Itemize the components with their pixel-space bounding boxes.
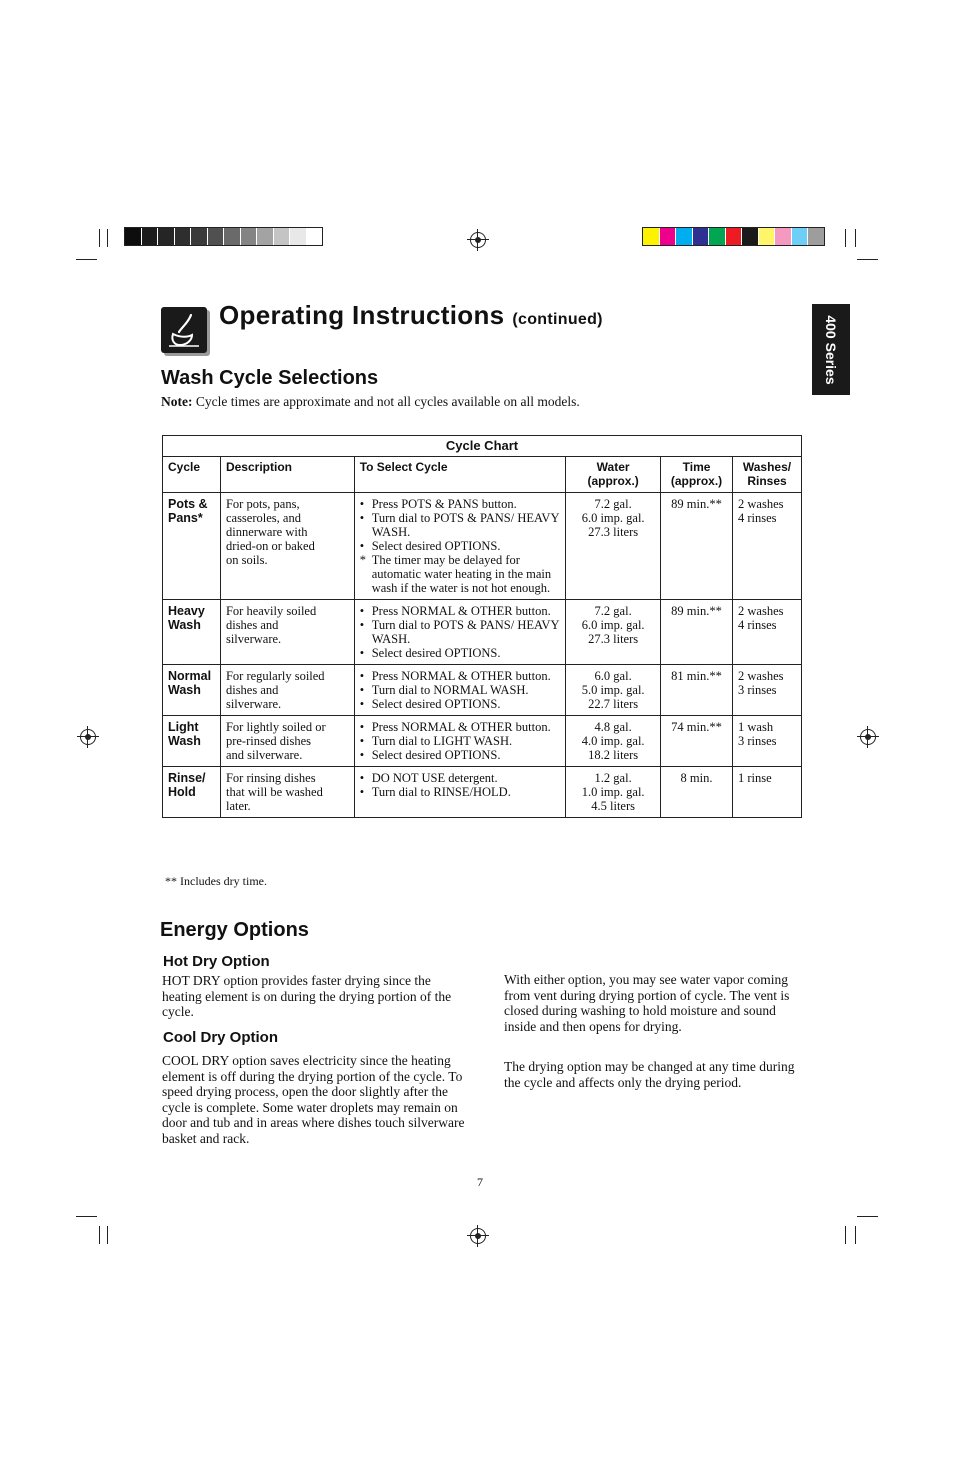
col-header-description: Description xyxy=(220,457,354,493)
table-row xyxy=(163,716,802,767)
washes-rinses-cell-line: 3 rinses xyxy=(738,734,777,748)
crop-mark xyxy=(845,1226,846,1244)
cycle-name-cell-line: Wash xyxy=(168,683,201,697)
cycle-name-cell-line: Normal xyxy=(168,669,212,683)
description-cell-line: dishes and xyxy=(225,683,279,697)
washes-rinses-cell xyxy=(733,665,802,716)
description-cell-line: that will be washed xyxy=(225,785,323,799)
description-cell-line: on soils. xyxy=(225,553,268,567)
table-row xyxy=(163,600,802,665)
description-cell-line: pre-rinsed dishes xyxy=(225,734,312,748)
cycle-note: Note: Cycle times are approximate and not all cycles available on all models. xyxy=(161,394,580,409)
calibration-swatch xyxy=(125,228,142,245)
table-row xyxy=(163,767,802,818)
water-cell-line: 1.0 imp. gal. xyxy=(581,785,645,799)
select-step: • Select desired OPTIONS. xyxy=(360,539,561,553)
calibration-swatch xyxy=(290,228,307,245)
select-step: • Select desired OPTIONS. xyxy=(360,646,561,660)
water-cell-line: 6.0 imp. gal. xyxy=(581,618,645,632)
cycle-chart-title: Cycle Chart xyxy=(163,436,802,457)
crop-mark xyxy=(99,1226,100,1244)
washes-rinses-cell-line: 4 rinses xyxy=(738,618,777,632)
calibration-swatch xyxy=(208,228,225,245)
description-cell-line: For rinsing dishes xyxy=(225,771,316,785)
cycle-name-cell-line: Light xyxy=(168,720,199,734)
select-steps-cell xyxy=(354,600,566,665)
time-cell: 8 min. xyxy=(661,767,733,818)
water-cell xyxy=(566,716,661,767)
washes-rinses-cell-line: 2 washes xyxy=(738,669,784,683)
select-step: • Turn dial to POTS & PANS/ HEAVY WASH. xyxy=(360,618,561,646)
table-row xyxy=(163,665,802,716)
crop-mark xyxy=(99,229,100,247)
cycle-name-cell-line: Wash xyxy=(168,618,201,632)
calibration-swatch xyxy=(257,228,274,245)
crop-mark xyxy=(845,229,846,247)
calibration-swatch xyxy=(792,228,809,245)
calibration-swatch xyxy=(693,228,710,245)
washes-rinses-cell-line: 3 rinses xyxy=(738,683,777,697)
cool-dry-heading: Cool Dry Option xyxy=(163,1029,278,1046)
cycle-name-cell-line: Rinse/ xyxy=(168,771,206,785)
description-cell-line: For regularly soiled xyxy=(225,669,325,683)
registration-mark-icon xyxy=(860,729,876,745)
description-cell-line: and silverware. xyxy=(225,748,303,762)
cycle-name-cell-line: Pans* xyxy=(168,511,203,525)
washes-rinses-cell-line: 4 rinses xyxy=(738,511,777,525)
cycle-name-cell-line: Hold xyxy=(168,785,196,799)
calibration-swatch xyxy=(676,228,693,245)
description-cell-line: For heavily soiled xyxy=(225,604,317,618)
select-step: • Press NORMAL & OTHER button. xyxy=(360,604,561,618)
water-cell xyxy=(566,600,661,665)
page-title: Operating Instructions (continued) xyxy=(219,300,603,330)
vapor-text: With either option, you may see water vapor coming from vent during drying portion of cycle. The vent is closed during washing to hold moisture and sound inside and then opens for drying. xyxy=(504,972,790,1034)
energy-options-heading: Energy Options xyxy=(160,919,309,941)
cycle-name-cell-line: Pots & xyxy=(168,497,208,511)
description-cell-line: dishes and xyxy=(225,618,279,632)
cleaning-brush-icon xyxy=(161,307,207,353)
washes-rinses-cell-line: 1 rinse xyxy=(738,771,772,785)
description-cell-line: For lightly soiled or xyxy=(225,720,326,734)
registration-mark-icon xyxy=(80,729,96,745)
water-cell-line: 27.3 liters xyxy=(588,632,639,646)
water-cell-line: 5.0 imp. gal. xyxy=(581,683,645,697)
select-steps-cell xyxy=(354,665,566,716)
calibration-swatch xyxy=(808,228,824,245)
water-cell xyxy=(566,493,661,600)
water-cell xyxy=(566,767,661,818)
cycle-name-cell xyxy=(163,767,221,818)
select-steps-cell xyxy=(354,716,566,767)
calibration-swatch xyxy=(224,228,241,245)
water-cell-line: 27.3 liters xyxy=(588,525,639,539)
description-cell-line: dinnerware with xyxy=(225,525,308,539)
crop-mark xyxy=(857,259,878,260)
select-step: • Turn dial to RINSE/HOLD. xyxy=(360,785,561,799)
calibration-swatch xyxy=(241,228,258,245)
description-cell-line: silverware. xyxy=(225,632,282,646)
calibration-swatch xyxy=(307,228,323,245)
hot-dry-heading: Hot Dry Option xyxy=(163,953,270,970)
crop-mark xyxy=(107,229,108,247)
calibration-swatch xyxy=(191,228,208,245)
crop-mark xyxy=(107,1226,108,1244)
select-step: * The timer may be delayed for automatic water heating in the main wash if the water is not hot enough. xyxy=(360,553,561,595)
registration-mark-icon xyxy=(470,232,486,248)
select-steps-cell xyxy=(354,493,566,600)
description-cell-line: later. xyxy=(225,799,251,813)
crop-mark xyxy=(76,1216,97,1217)
water-cell-line: 1.2 gal. xyxy=(594,771,632,785)
calibration-swatch xyxy=(726,228,743,245)
col-header-to-select: To Select Cycle xyxy=(354,457,566,493)
calibration-swatch xyxy=(759,228,776,245)
water-cell-line: 22.7 liters xyxy=(588,697,639,711)
calibration-swatch xyxy=(742,228,759,245)
calibration-swatch xyxy=(660,228,677,245)
time-cell: 81 min.** xyxy=(661,665,733,716)
crop-mark xyxy=(857,1216,878,1217)
crop-mark xyxy=(855,229,856,247)
select-step: • Turn dial to NORMAL WASH. xyxy=(360,683,561,697)
cycle-name-cell xyxy=(163,716,221,767)
calibration-swatch xyxy=(158,228,175,245)
water-cell-line: 4.0 imp. gal. xyxy=(581,734,645,748)
crop-mark xyxy=(76,259,97,260)
washes-rinses-cell-line: 2 washes xyxy=(738,497,784,511)
table-header-row xyxy=(163,457,802,493)
cycle-chart-table xyxy=(162,435,802,818)
calibration-swatch xyxy=(775,228,792,245)
select-steps-cell xyxy=(354,767,566,818)
water-cell-line: 6.0 gal. xyxy=(594,669,632,683)
calibration-swatch xyxy=(643,228,660,245)
select-step: • Select desired OPTIONS. xyxy=(360,748,561,762)
calibration-swatch xyxy=(142,228,159,245)
calibration-swatch xyxy=(175,228,192,245)
washes-rinses-cell xyxy=(733,493,802,600)
select-step: • Turn dial to POTS & PANS/ HEAVY WASH. xyxy=(360,511,561,539)
cycle-name-cell-line: Wash xyxy=(168,734,201,748)
select-step: • Turn dial to LIGHT WASH. xyxy=(360,734,561,748)
description-cell-line: casseroles, and xyxy=(225,511,301,525)
calibration-swatch xyxy=(709,228,726,245)
description-cell-line: silverware. xyxy=(225,697,282,711)
description-cell xyxy=(220,716,354,767)
col-header-washes: Washes/ Rinses xyxy=(733,457,802,493)
col-header-cycle: Cycle xyxy=(163,457,221,493)
color-calibration-bar xyxy=(642,227,825,246)
table-row xyxy=(163,493,802,600)
crop-mark xyxy=(855,1226,856,1244)
washes-rinses-cell xyxy=(733,767,802,818)
table-footnote: ** Includes dry time. xyxy=(165,874,267,888)
hot-dry-text: HOT DRY option provides faster drying since the heating element is on during the drying portion of the cycle. xyxy=(162,973,452,1019)
water-cell-line: 18.2 liters xyxy=(588,748,639,762)
water-cell-line: 6.0 imp. gal. xyxy=(581,511,645,525)
water-cell-line: 4.8 gal. xyxy=(594,720,632,734)
description-cell-line: For pots, pans, xyxy=(225,497,300,511)
select-step: • DO NOT USE detergent. xyxy=(360,771,561,785)
page-number: 7 xyxy=(477,1175,483,1189)
wash-cycle-heading: Wash Cycle Selections xyxy=(161,367,379,389)
col-header-time: Time (approx.) xyxy=(661,457,733,493)
description-cell xyxy=(220,665,354,716)
cool-dry-text: COOL DRY option saves electricity since the heating element is off during the drying portion of the cycle. To speed drying process, open the door slightly after the cycle is complete. Some water droplets may remain on door and tub and in areas where dishes touch silverware basket and rack. xyxy=(162,1053,465,1146)
description-cell-line: dried-on or baked xyxy=(225,539,315,553)
title-suffix: (continued) xyxy=(512,311,603,328)
water-cell-line: 7.2 gal. xyxy=(594,497,632,511)
washes-rinses-cell xyxy=(733,716,802,767)
series-tab: 400 Series xyxy=(812,304,850,395)
water-cell-line: 7.2 gal. xyxy=(594,604,632,618)
cycle-name-cell-line: Heavy xyxy=(168,604,205,618)
cycle-name-cell xyxy=(163,665,221,716)
registration-mark-icon xyxy=(470,1228,486,1244)
water-cell xyxy=(566,665,661,716)
calibration-swatch xyxy=(274,228,291,245)
description-cell xyxy=(220,493,354,600)
washes-rinses-cell xyxy=(733,600,802,665)
washes-rinses-cell-line: 1 wash xyxy=(738,720,774,734)
drying-change-text: The drying option may be changed at any time during the cycle and affects only the drying period. xyxy=(504,1059,795,1090)
time-cell: 89 min.** xyxy=(661,600,733,665)
water-cell-line: 4.5 liters xyxy=(591,799,635,813)
col-header-water: Water (approx.) xyxy=(566,457,661,493)
description-cell xyxy=(220,600,354,665)
select-step: • Press NORMAL & OTHER button. xyxy=(360,720,561,734)
cycle-name-cell xyxy=(163,493,221,600)
description-cell xyxy=(220,767,354,818)
select-step: • Press NORMAL & OTHER button. xyxy=(360,669,561,683)
grayscale-calibration-bar xyxy=(124,227,323,246)
washes-rinses-cell-line: 2 washes xyxy=(738,604,784,618)
time-cell: 89 min.** xyxy=(661,493,733,600)
select-step: • Select desired OPTIONS. xyxy=(360,697,561,711)
time-cell: 74 min.** xyxy=(661,716,733,767)
cycle-name-cell xyxy=(163,600,221,665)
select-step: • Press POTS & PANS button. xyxy=(360,497,561,511)
